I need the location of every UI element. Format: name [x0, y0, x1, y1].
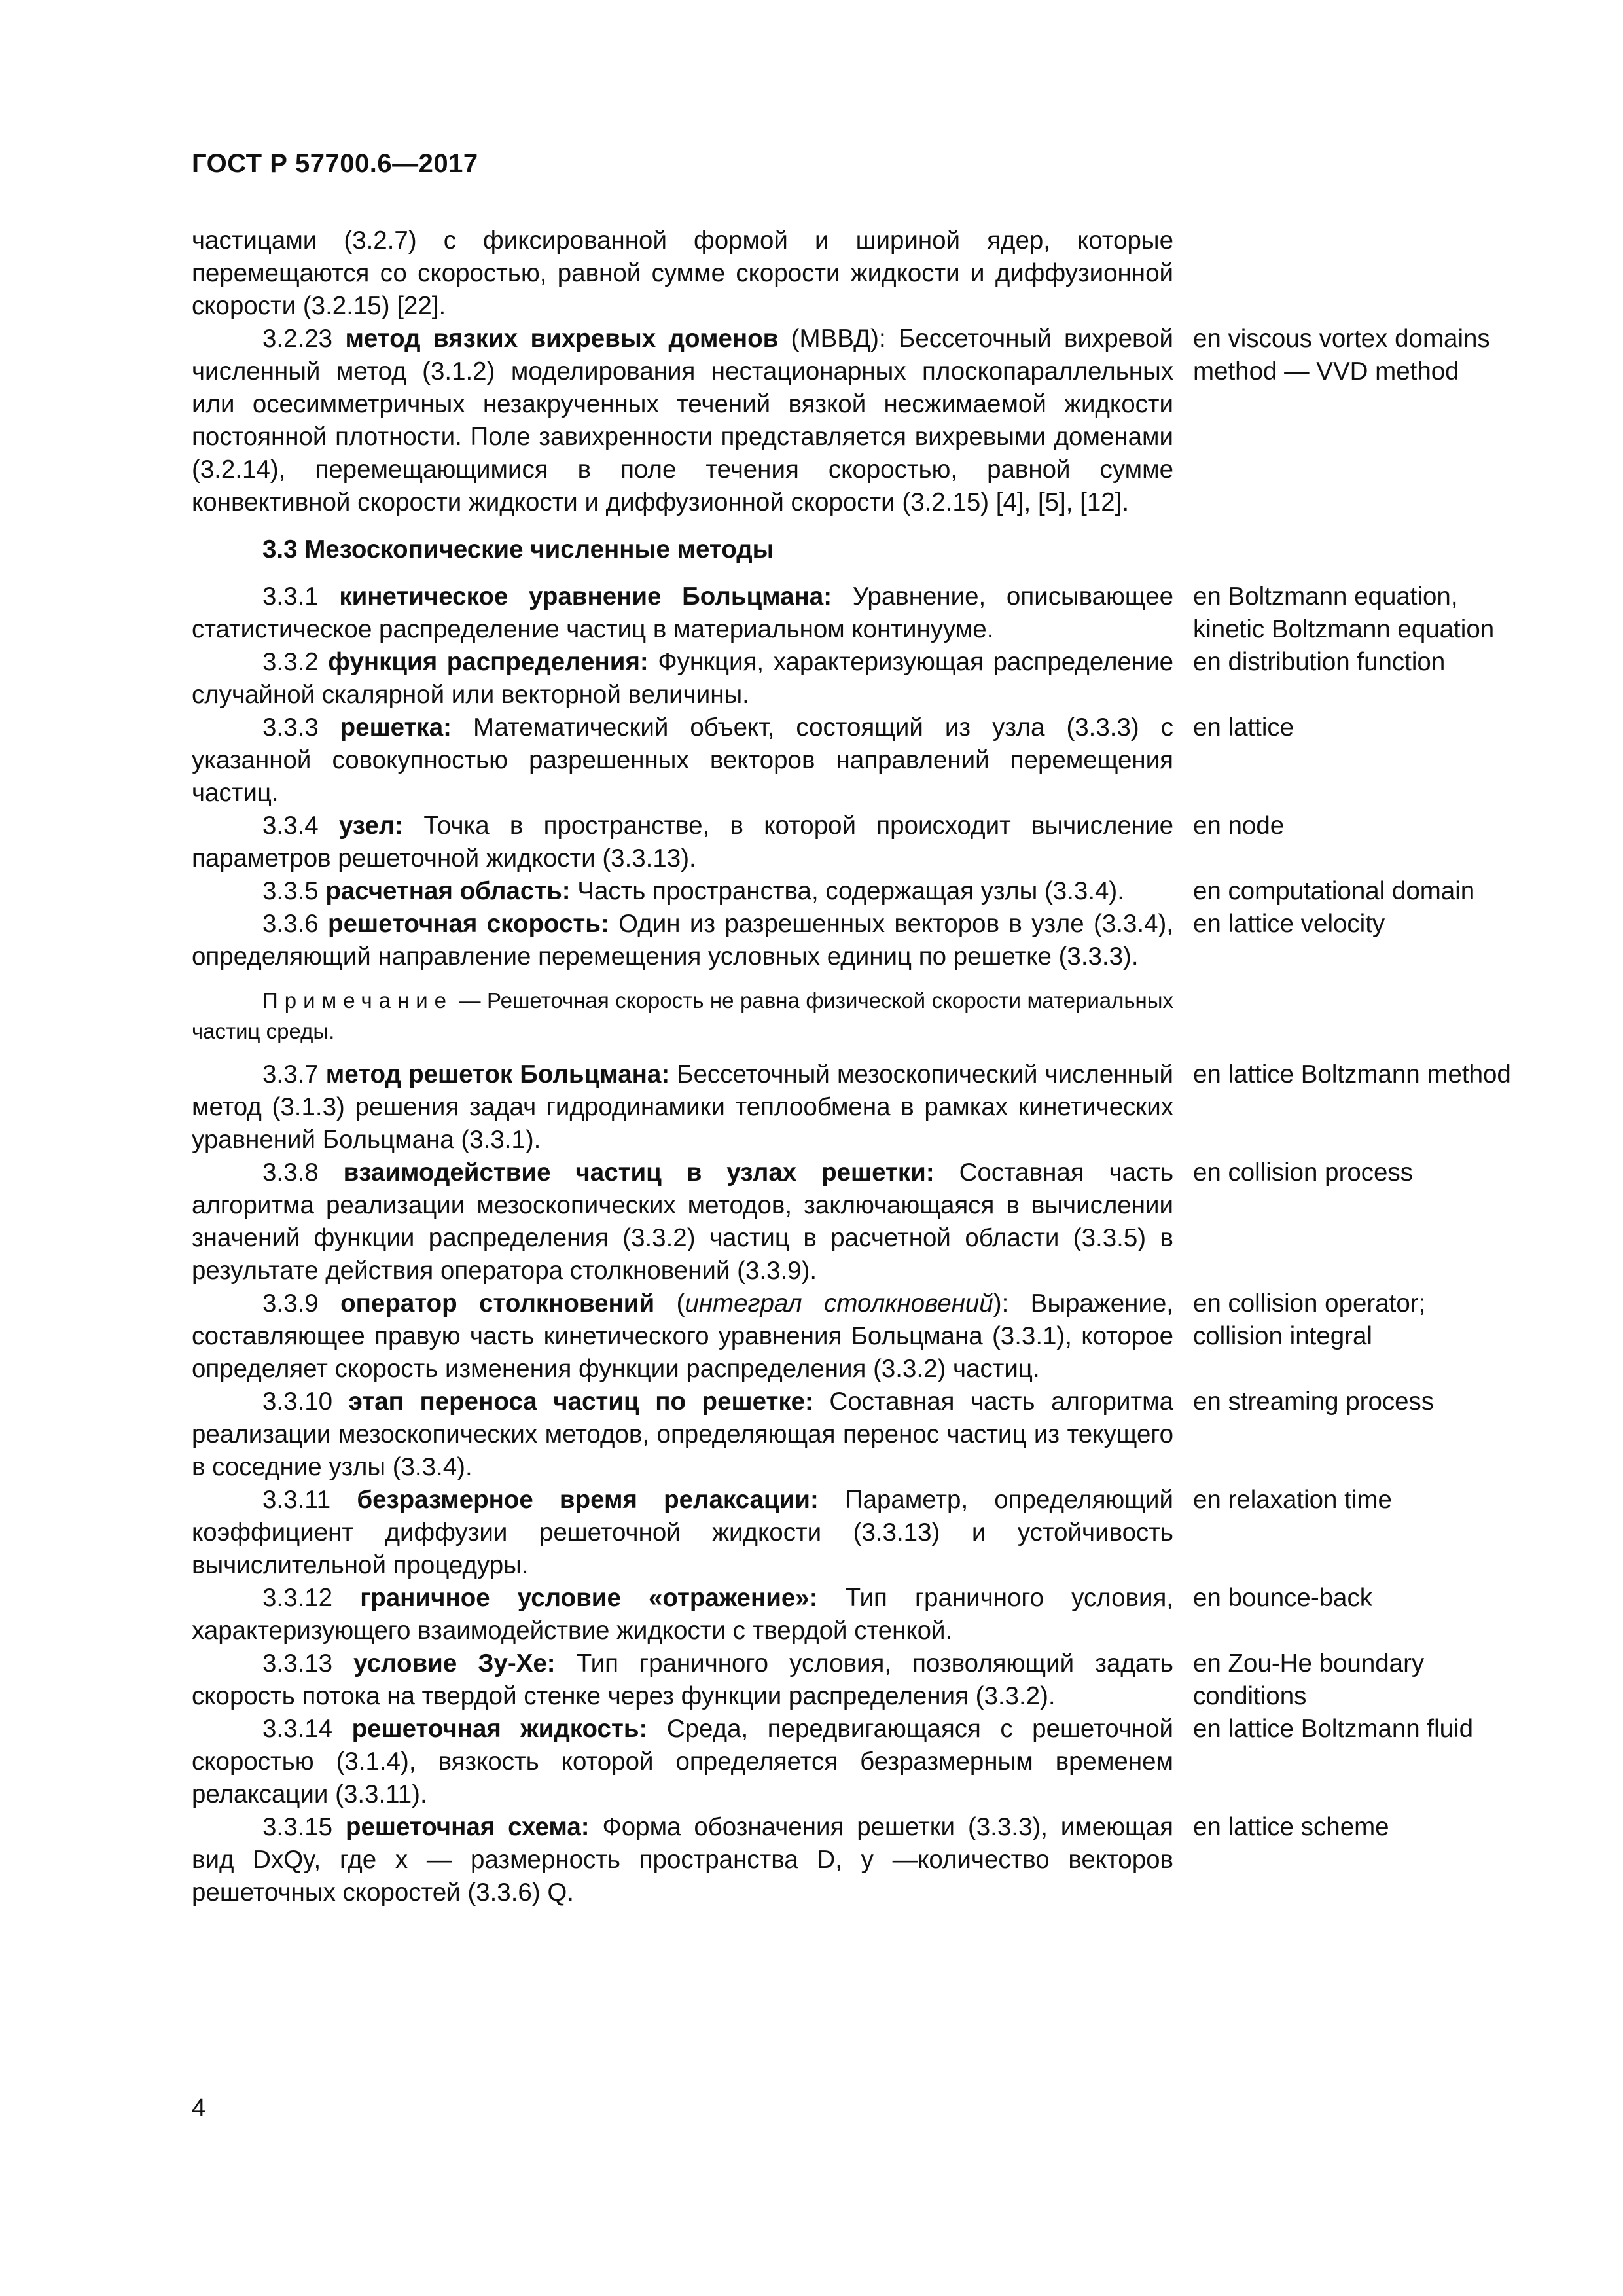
term-text: Точка в пространстве, в которой происходит вычисление параметров решеточной жидкости (3.3.13). — [192, 812, 1173, 872]
term-english: en distribution function — [1193, 648, 1446, 676]
continuation-row — [192, 224, 1514, 323]
term-number: 3.3.13 — [262, 1649, 333, 1677]
term-number: 3.3.4 — [262, 812, 319, 840]
term-text: Функция, характеризующая распределение случайной скалярной или векторной величины. — [192, 648, 1174, 709]
term-definition — [192, 1713, 1173, 1811]
term-english: en node — [1193, 812, 1285, 840]
term-title: расчетная область: — [325, 877, 571, 905]
note-label: Примечание — [262, 988, 454, 1013]
term-row — [192, 1484, 1514, 1582]
term-definition — [192, 810, 1173, 875]
term-definition — [192, 1058, 1173, 1157]
term-row — [192, 1582, 1514, 1647]
section-heading: 3.3 Мезоскопические численные методы — [262, 535, 774, 564]
term-title: граничное условие «отражение»: — [360, 1584, 818, 1612]
term-row — [192, 810, 1514, 875]
term-number: 3.2.23 — [262, 325, 333, 353]
term-row — [192, 646, 1514, 711]
page-content — [192, 224, 1514, 1909]
term-text: Математический объект, состоящий из узла (3.3.3) с указанной совокупностью разрешенных векторов направлений перемещения частиц. — [192, 713, 1173, 807]
term-title: решеточная схема: — [345, 1813, 590, 1841]
term-english: en Zou-He boundary conditions — [1193, 1649, 1425, 1710]
term-title: взаимодействие частиц в узлах решетки: — [343, 1158, 935, 1187]
term-paren-open: ( — [654, 1289, 685, 1318]
term-title: этап переноса частиц по решетке: — [348, 1388, 813, 1416]
term-text: Часть пространства, содержащая узлы (3.3.4). — [570, 877, 1124, 905]
term-english: en relaxation time — [1193, 1486, 1392, 1514]
term-row — [192, 711, 1514, 810]
term-text: Среда, передвигающаяся с решеточной скоростью (3.1.4), вязкость которой определяется безразмерным временем релаксации (3.3.11). — [192, 1715, 1174, 1808]
term-title: решеточная скорость: — [328, 910, 609, 938]
term-number: 3.3.3 — [262, 713, 319, 742]
term-row — [192, 1287, 1514, 1386]
note — [192, 985, 1173, 1047]
term-row — [192, 1647, 1514, 1713]
term-title: метод решеток Больцмана: — [325, 1060, 670, 1088]
term-number: 3.3.9 — [262, 1289, 319, 1318]
term-english: en lattice velocity — [1193, 910, 1385, 938]
term-english: en lattice — [1193, 713, 1294, 742]
term-title: безразмерное время релаксации: — [357, 1486, 819, 1514]
term-definition — [192, 1287, 1173, 1386]
term-text: Составная часть алгоритма реализации мезоскопических методов, определяющая перенос частиц из текущего в соседние узлы (3.3.4). — [192, 1388, 1173, 1481]
term-title: оператор столкновений — [340, 1289, 655, 1318]
term-english: en viscous vortex domains method — VVD method — [1193, 325, 1490, 386]
term-definition — [192, 323, 1173, 519]
term-title: метод вязких вихревых доменов — [345, 325, 779, 353]
term-number: 3.3.10 — [262, 1388, 333, 1416]
term-text: Один из разрешенных векторов в узле (3.3.4), определяющий направление перемещения условных единиц по решетке (3.3.3). — [192, 910, 1173, 971]
term-text: Параметр, определяющий коэффициент диффузии решеточной жидкости (3.3.13) и устойчивость вычислительной процедуры. — [192, 1486, 1173, 1579]
term-number: 3.3.7 — [262, 1060, 319, 1088]
term-definition — [192, 1582, 1173, 1647]
term-row — [192, 1811, 1514, 1909]
term-number: 3.3.8 — [262, 1158, 319, 1187]
term-row — [192, 323, 1514, 519]
term-row — [192, 581, 1514, 646]
term-english: en lattice Boltzmann method — [1193, 1060, 1511, 1088]
term-english: en lattice scheme — [1193, 1813, 1389, 1841]
term-text: : Выражение, составляющее правую часть кинетического уравнения Больцмана (3.3.1), которое определяет скорость изменения функции распределения (3.3.2) частиц. — [192, 1289, 1173, 1383]
term-text: : Бессеточный вихревой численный метод (3.1.2) моделирования нестационарных плоскопараллельных или осесимметричных незакрученных течений вязкой несжимаемой жидкости постоянной плотности. Поле завихренности представляется вихревыми доменами (3.2.14), перемещающимися в поле течения скоростью, равной сумме конвективной скорости жидкости и диффузионной скорости (3.2.15) [4], [5], [12]. — [192, 325, 1173, 516]
term-number: 3.3.6 — [262, 910, 319, 938]
term-title: решеточная жидкость: — [351, 1715, 648, 1743]
term-row — [192, 1058, 1514, 1157]
term-english: en bounce-back — [1193, 1584, 1372, 1612]
standard-code-header: ГОСТ Р 57700.6—2017 — [192, 149, 478, 178]
continuation-text: частицами (3.2.7) с фиксированной формой и шириной ядер, которые перемещаются со скоростью, равной сумме скорости жидкости и диффузионной скорости (3.2.15) [22]. — [192, 226, 1173, 320]
term-row — [192, 1157, 1514, 1287]
term-english: en Boltzmann equation, kinetic Boltzmann equation — [1193, 583, 1495, 643]
term-abbreviation: (МВВД) — [778, 325, 879, 353]
term-definition — [192, 1386, 1173, 1484]
term-number: 3.3.12 — [262, 1584, 333, 1612]
term-number: 3.3.2 — [262, 648, 319, 676]
term-definition — [192, 581, 1173, 646]
term-title: кинетическое уравнение Больцмана: — [339, 583, 832, 611]
term-definition — [192, 875, 1173, 908]
term-definition — [192, 711, 1173, 810]
term-title: узел: — [338, 812, 404, 840]
term-title: функция распределения: — [328, 648, 649, 676]
term-text: Уравнение, описывающее статистическое распределение частиц в материальном континууме. — [192, 583, 1173, 643]
term-english: en streaming process — [1193, 1388, 1435, 1416]
page-number: 4 — [192, 2094, 206, 2122]
term-paren-close: ) — [993, 1289, 1002, 1318]
term-row — [192, 1713, 1514, 1811]
term-number: 3.3.15 — [262, 1813, 333, 1841]
term-definition — [192, 1484, 1173, 1582]
term-definition — [192, 1811, 1173, 1909]
term-definition — [192, 1157, 1173, 1287]
term-title: условие Зу-Хе: — [353, 1649, 556, 1677]
term-english: en lattice Boltzmann fluid — [1193, 1715, 1474, 1743]
term-title: решетка: — [340, 713, 452, 742]
term-number: 3.3.5 — [262, 877, 319, 905]
term-english: en collision operator; collision integral — [1193, 1289, 1426, 1350]
term-alternative: интеграл столкновений — [685, 1289, 993, 1318]
term-number: 3.3.1 — [262, 583, 319, 611]
term-text: Форма обозначения решетки (3.3.3), имеющая вид DxQy, где x — размерность пространства D, y —количество векторов решеточных скоростей (3.3.6) Q. — [192, 1813, 1173, 1907]
term-text: Бессеточный мезоскопический численный метод (3.1.3) решения задач гидродинамики теплообмена в рамках кинетических уравнений Больцмана (3.3.1). — [192, 1060, 1173, 1154]
note-text: — Решеточная скорость не равна физической скорости материальных частиц среды. — [192, 988, 1173, 1043]
term-row — [192, 1386, 1514, 1484]
term-number: 3.3.14 — [262, 1715, 333, 1743]
term-definition — [192, 908, 1173, 973]
term-text: Тип граничного условия, характеризующего взаимодействие жидкости с твердой стенкой. — [192, 1584, 1174, 1645]
term-definition — [192, 646, 1173, 711]
term-text: Тип граничного условия, позволяющий задать скорость потока на твердой стенке через функции распределения (3.3.2). — [192, 1649, 1173, 1710]
term-row — [192, 908, 1514, 973]
term-english: en collision process — [1193, 1158, 1413, 1187]
term-text: Составная часть алгоритма реализации мезоскопических методов, заключающаяся в вычислении значений функции распределения (3.3.2) частиц в расчетной области (3.3.5) в результате действия оператора столкновений (3.3.9). — [192, 1158, 1174, 1285]
term-english: en computational domain — [1193, 877, 1475, 905]
term-number: 3.3.11 — [262, 1486, 331, 1514]
term-definition — [192, 1647, 1173, 1713]
term-row — [192, 875, 1514, 908]
